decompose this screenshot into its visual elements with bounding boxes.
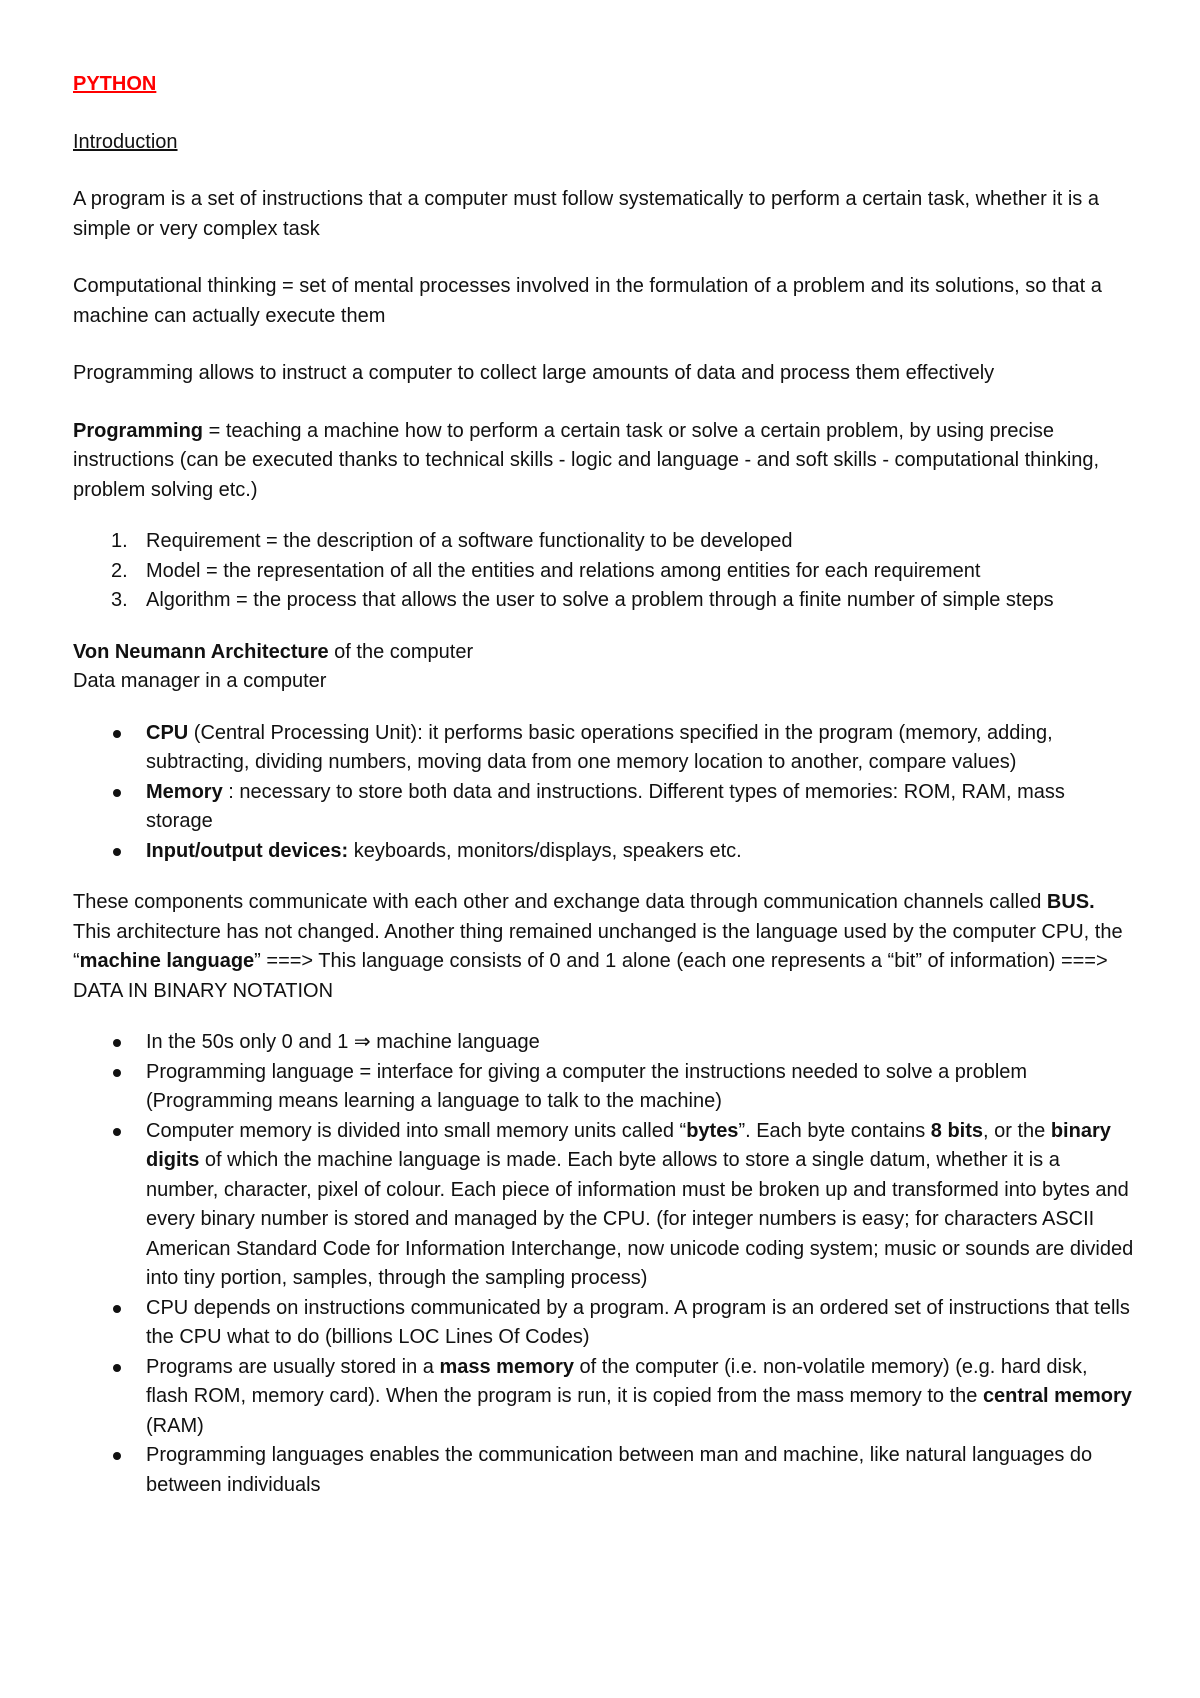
bullet-icon	[113, 789, 121, 797]
list-item: Programming language = interface for giving a computer the instructions needed to solve a problem (Programming means learning a language to talk to the machine)	[73, 1058, 1135, 1117]
von-neumann-heading: Von Neumann Architecture of the computer	[73, 640, 474, 663]
bullet-icon	[113, 1364, 121, 1372]
document-body	[73, 70, 1135, 1500]
list-item: Memory : necessary to store both data and instructions. Different types of memories: ROM, RAM, mass storage	[73, 778, 1135, 837]
list-item: Programs are usually stored in a mass memory of the computer (i.e. non-volatile memory) (e.g. hard disk, flash ROM, memory card). When the program is run, it is copied from the mass memory to the central memory (RAM)	[73, 1353, 1135, 1442]
list-item: CPU depends on instructions communicated by a program. A program is an ordered set of instructions that tells the CPU what to do (billions LOC Lines Of Codes)	[73, 1294, 1135, 1353]
components-list	[73, 719, 1135, 867]
list-item: Programming languages enables the communication between man and machine, like natural languages do between individuals	[73, 1441, 1135, 1500]
bullet-icon	[113, 1069, 121, 1077]
bold-term: Von Neumann Architecture	[73, 640, 329, 663]
list-item: 3. Algorithm = the process that allows the user to solve a problem through a finite number of simple steps	[111, 589, 1054, 611]
paragraph-computational-thinking: Computational thinking = set of mental processes involved in the formulation of a problem and its solutions, so that a machine can actually execute them	[73, 275, 1102, 327]
ordered-list	[73, 527, 1135, 616]
bullet-icon	[113, 1039, 121, 1047]
list-item: Input/output devices: keyboards, monitors/displays, speakers etc.	[73, 837, 1135, 867]
list-item: In the 50s only 0 and 1 ⇒ machine language	[73, 1028, 1135, 1058]
paragraph-program-definition: A program is a set of instructions that a computer must follow systematically to perform a certain task, whether it is a simple or very complex task	[73, 188, 1099, 240]
list-item: CPU (Central Processing Unit): it performs basic operations specified in the program (memory, adding, subtracting, dividing numbers, moving data from one memory location to another, compare values)	[73, 719, 1135, 778]
bold-term: Programming	[73, 419, 204, 442]
list-item: 1. Requirement = the description of a software functionality to be developed	[111, 530, 793, 552]
bullet-icon	[113, 848, 121, 856]
section-heading: Introduction	[73, 130, 178, 153]
bullet-icon	[113, 730, 121, 738]
paragraph-bus: These components communicate with each other and exchange data through communication channels called BUS. This architecture has not changed. Another thing remained unchanged is the language used by the computer CPU, the “machine language” ===> This language consists of 0 and 1 alone (each one represents a “bit” of information) ===> DATA IN BINARY NOTATION	[73, 891, 1123, 1002]
document-title: PYTHON	[73, 73, 157, 95]
paragraph-programming-allows: Programming allows to instruct a computer to collect large amounts of data and process them effectively	[73, 362, 995, 384]
bullet-icon	[113, 1452, 121, 1460]
bullet-icon	[113, 1128, 121, 1136]
von-neumann-subline: Data manager in a computer	[73, 670, 327, 692]
paragraph-programming-definition: Programming = teaching a machine how to perform a certain task or solve a certain problem, by using precise instructions (can be executed thanks to technical skills - logic and language - and soft skills - computational thinking, problem solving etc.)	[73, 419, 1100, 501]
list-item: 2. Model = the representation of all the entities and relations among entities for each requirement	[111, 559, 981, 582]
bullet-icon	[113, 1305, 121, 1313]
list-item: Computer memory is divided into small memory units called “bytes”. Each byte contains 8 bits, or the binary digits of which the machine language is made. Each byte allows to store a single datum, whether it is a number, character, pixel of colour. Each piece of information must be broken up and transformed into bytes and every binary number is stored and managed by the CPU. (for integer numbers is easy; for characters ASCII American Standard Code for Information Interchange, now unicode coding system; music or sounds are divided into tiny portion, samples, through the sampling process)	[73, 1117, 1135, 1294]
facts-list	[73, 1028, 1135, 1500]
